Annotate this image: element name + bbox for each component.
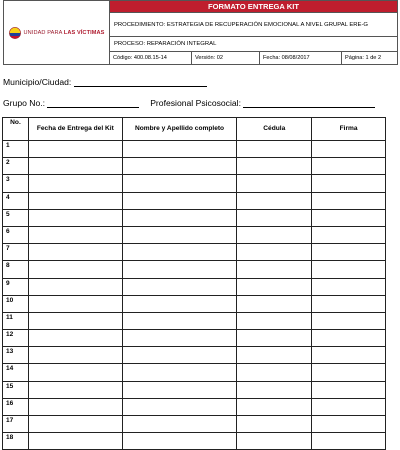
cedula-cell[interactable] (237, 312, 312, 329)
col-header-nombre: Nombre y Apellido completo (122, 118, 237, 141)
table-row (3, 209, 386, 226)
fecha-cell[interactable] (28, 261, 122, 278)
cedula-cell[interactable] (237, 416, 312, 433)
row-number-cell: 3 (3, 175, 29, 192)
nombre-cell[interactable] (122, 209, 237, 226)
cedula-cell[interactable] (237, 209, 312, 226)
nombre-cell[interactable] (122, 278, 237, 295)
table-row (3, 244, 386, 261)
fecha-cell[interactable] (28, 416, 122, 433)
cedula-cell[interactable] (237, 295, 312, 312)
table-row (3, 364, 386, 381)
row-number-cell: 8 (3, 261, 29, 278)
cedula-cell[interactable] (237, 141, 312, 158)
row-number-cell: 6 (3, 226, 29, 243)
firma-cell[interactable] (312, 312, 386, 329)
nombre-cell[interactable] (122, 364, 237, 381)
firma-cell[interactable] (312, 416, 386, 433)
profesional-field[interactable] (243, 98, 375, 108)
fecha-cell[interactable] (28, 278, 122, 295)
col-header-firma: Firma (312, 118, 386, 141)
row-number-cell: 15 (3, 381, 29, 398)
nombre-cell[interactable] (122, 295, 237, 312)
firma-cell[interactable] (312, 433, 386, 450)
nombre-cell[interactable] (122, 347, 237, 364)
table-row (3, 398, 386, 415)
row-number-cell: 1 (3, 141, 29, 158)
row-number-cell: 11 (3, 312, 29, 329)
row-number-cell: 2 (3, 158, 29, 175)
firma-cell[interactable] (312, 226, 386, 243)
firma-cell[interactable] (312, 381, 386, 398)
row-number-cell: 14 (3, 364, 29, 381)
col-header-fecha: Fecha de Entrega del Kit (28, 118, 122, 141)
col-header-cedula: Cédula (237, 118, 312, 141)
municipio-field[interactable] (74, 77, 207, 87)
col-header-no: No. (3, 118, 29, 141)
process-name: PROCESO: REPARACIÓN INTEGRAL (110, 37, 397, 52)
document-code: Código: 400.08.15-14 (110, 52, 192, 64)
table-row (3, 278, 386, 295)
table-row (3, 295, 386, 312)
row-number-cell: 13 (3, 347, 29, 364)
firma-cell[interactable] (312, 261, 386, 278)
table-row (3, 261, 386, 278)
fecha-cell[interactable] (28, 347, 122, 364)
profesional-label: Profesional Psicosocial: (150, 98, 244, 108)
nombre-cell[interactable] (122, 192, 237, 209)
cedula-cell[interactable] (237, 244, 312, 261)
fecha-cell[interactable] (28, 364, 122, 381)
firma-cell[interactable] (312, 244, 386, 261)
table-row (3, 347, 386, 364)
nombre-cell[interactable] (122, 398, 237, 415)
row-number-cell: 18 (3, 433, 29, 450)
fecha-cell[interactable] (28, 295, 122, 312)
fecha-cell[interactable] (28, 398, 122, 415)
document-page: Página: 1 de 2 (345, 55, 382, 61)
fecha-cell[interactable] (28, 158, 122, 175)
table-row (3, 158, 386, 175)
row-number-cell: 17 (3, 416, 29, 433)
firma-cell[interactable] (312, 141, 386, 158)
cedula-cell[interactable] (237, 175, 312, 192)
nombre-cell[interactable] (122, 158, 237, 175)
fecha-cell[interactable] (28, 312, 122, 329)
procedure-name: PROCEDIMIENTO: ESTRATEGIA DE RECUPERACIÓN EMOCIONAL A NIVEL GRUPAL ERE-G (110, 13, 397, 37)
row-number-cell: 12 (3, 330, 29, 347)
document-version: Versión: 02 (192, 52, 260, 64)
fecha-cell[interactable] (28, 433, 122, 450)
kit-delivery-table (2, 117, 386, 450)
table-row (3, 312, 386, 329)
fecha-cell[interactable] (28, 244, 122, 261)
flag-circle-icon (9, 27, 21, 39)
cedula-cell[interactable] (237, 261, 312, 278)
table-row (3, 416, 386, 433)
cedula-cell[interactable] (237, 381, 312, 398)
form-title: FORMATO ENTREGA KIT (110, 1, 397, 13)
grupo-field[interactable] (47, 98, 139, 108)
nombre-cell[interactable] (122, 381, 237, 398)
nombre-cell[interactable] (122, 433, 237, 450)
logo-text: UNIDAD PARA LAS VÍCTIMAS (23, 29, 105, 36)
header-info (110, 1, 397, 64)
row-number-cell: 16 (3, 398, 29, 415)
firma-cell[interactable] (312, 347, 386, 364)
document-meta (110, 52, 397, 64)
grupo-label: Grupo No.: (3, 98, 48, 108)
cedula-cell[interactable] (237, 364, 312, 381)
row-number-cell: 4 (3, 192, 29, 209)
document-header (3, 0, 398, 65)
municipio-label: Municipio/Ciudad: (3, 77, 74, 87)
nombre-cell[interactable] (122, 175, 237, 192)
firma-cell[interactable] (312, 330, 386, 347)
firma-cell[interactable] (312, 158, 386, 175)
table-row (3, 433, 386, 450)
nombre-cell[interactable] (122, 416, 237, 433)
row-number-cell: 5 (3, 209, 29, 226)
nombre-cell[interactable] (122, 141, 237, 158)
nombre-cell[interactable] (122, 261, 237, 278)
fecha-cell[interactable] (28, 175, 122, 192)
fecha-cell[interactable] (28, 192, 122, 209)
table-row (3, 141, 386, 158)
firma-cell[interactable] (312, 175, 386, 192)
unidad-victimas-logo (9, 27, 105, 39)
cedula-cell[interactable] (237, 347, 312, 364)
cedula-cell[interactable] (237, 226, 312, 243)
firma-cell[interactable] (312, 364, 386, 381)
logo-cell (4, 1, 110, 64)
table-row (3, 381, 386, 398)
nombre-cell[interactable] (122, 312, 237, 329)
table-header-row (3, 118, 386, 141)
cedula-cell[interactable] (237, 398, 312, 415)
fecha-cell[interactable] (28, 141, 122, 158)
firma-cell[interactable] (312, 209, 386, 226)
table-row (3, 192, 386, 209)
cedula-cell[interactable] (237, 278, 312, 295)
cedula-cell[interactable] (237, 192, 312, 209)
document-date: Fecha: 08/08/2017 (260, 52, 342, 64)
row-number-cell: 9 (3, 278, 29, 295)
table-row (3, 175, 386, 192)
row-number-cell: 10 (3, 295, 29, 312)
fecha-cell[interactable] (28, 330, 122, 347)
table-row (3, 330, 386, 347)
municipio-line (3, 77, 207, 87)
cedula-cell[interactable] (237, 433, 312, 450)
fecha-cell[interactable] (28, 226, 122, 243)
firma-cell[interactable] (312, 278, 386, 295)
fecha-cell[interactable] (28, 209, 122, 226)
grupo-line (3, 98, 375, 108)
row-number-cell: 7 (3, 244, 29, 261)
nombre-cell[interactable] (122, 244, 237, 261)
firma-cell[interactable] (312, 398, 386, 415)
nombre-cell[interactable] (122, 330, 237, 347)
fecha-cell[interactable] (28, 381, 122, 398)
table-row (3, 226, 386, 243)
firma-cell[interactable] (312, 192, 386, 209)
firma-cell[interactable] (312, 295, 386, 312)
table-body (3, 141, 386, 450)
cedula-cell[interactable] (237, 158, 312, 175)
nombre-cell[interactable] (122, 226, 237, 243)
cedula-cell[interactable] (237, 330, 312, 347)
